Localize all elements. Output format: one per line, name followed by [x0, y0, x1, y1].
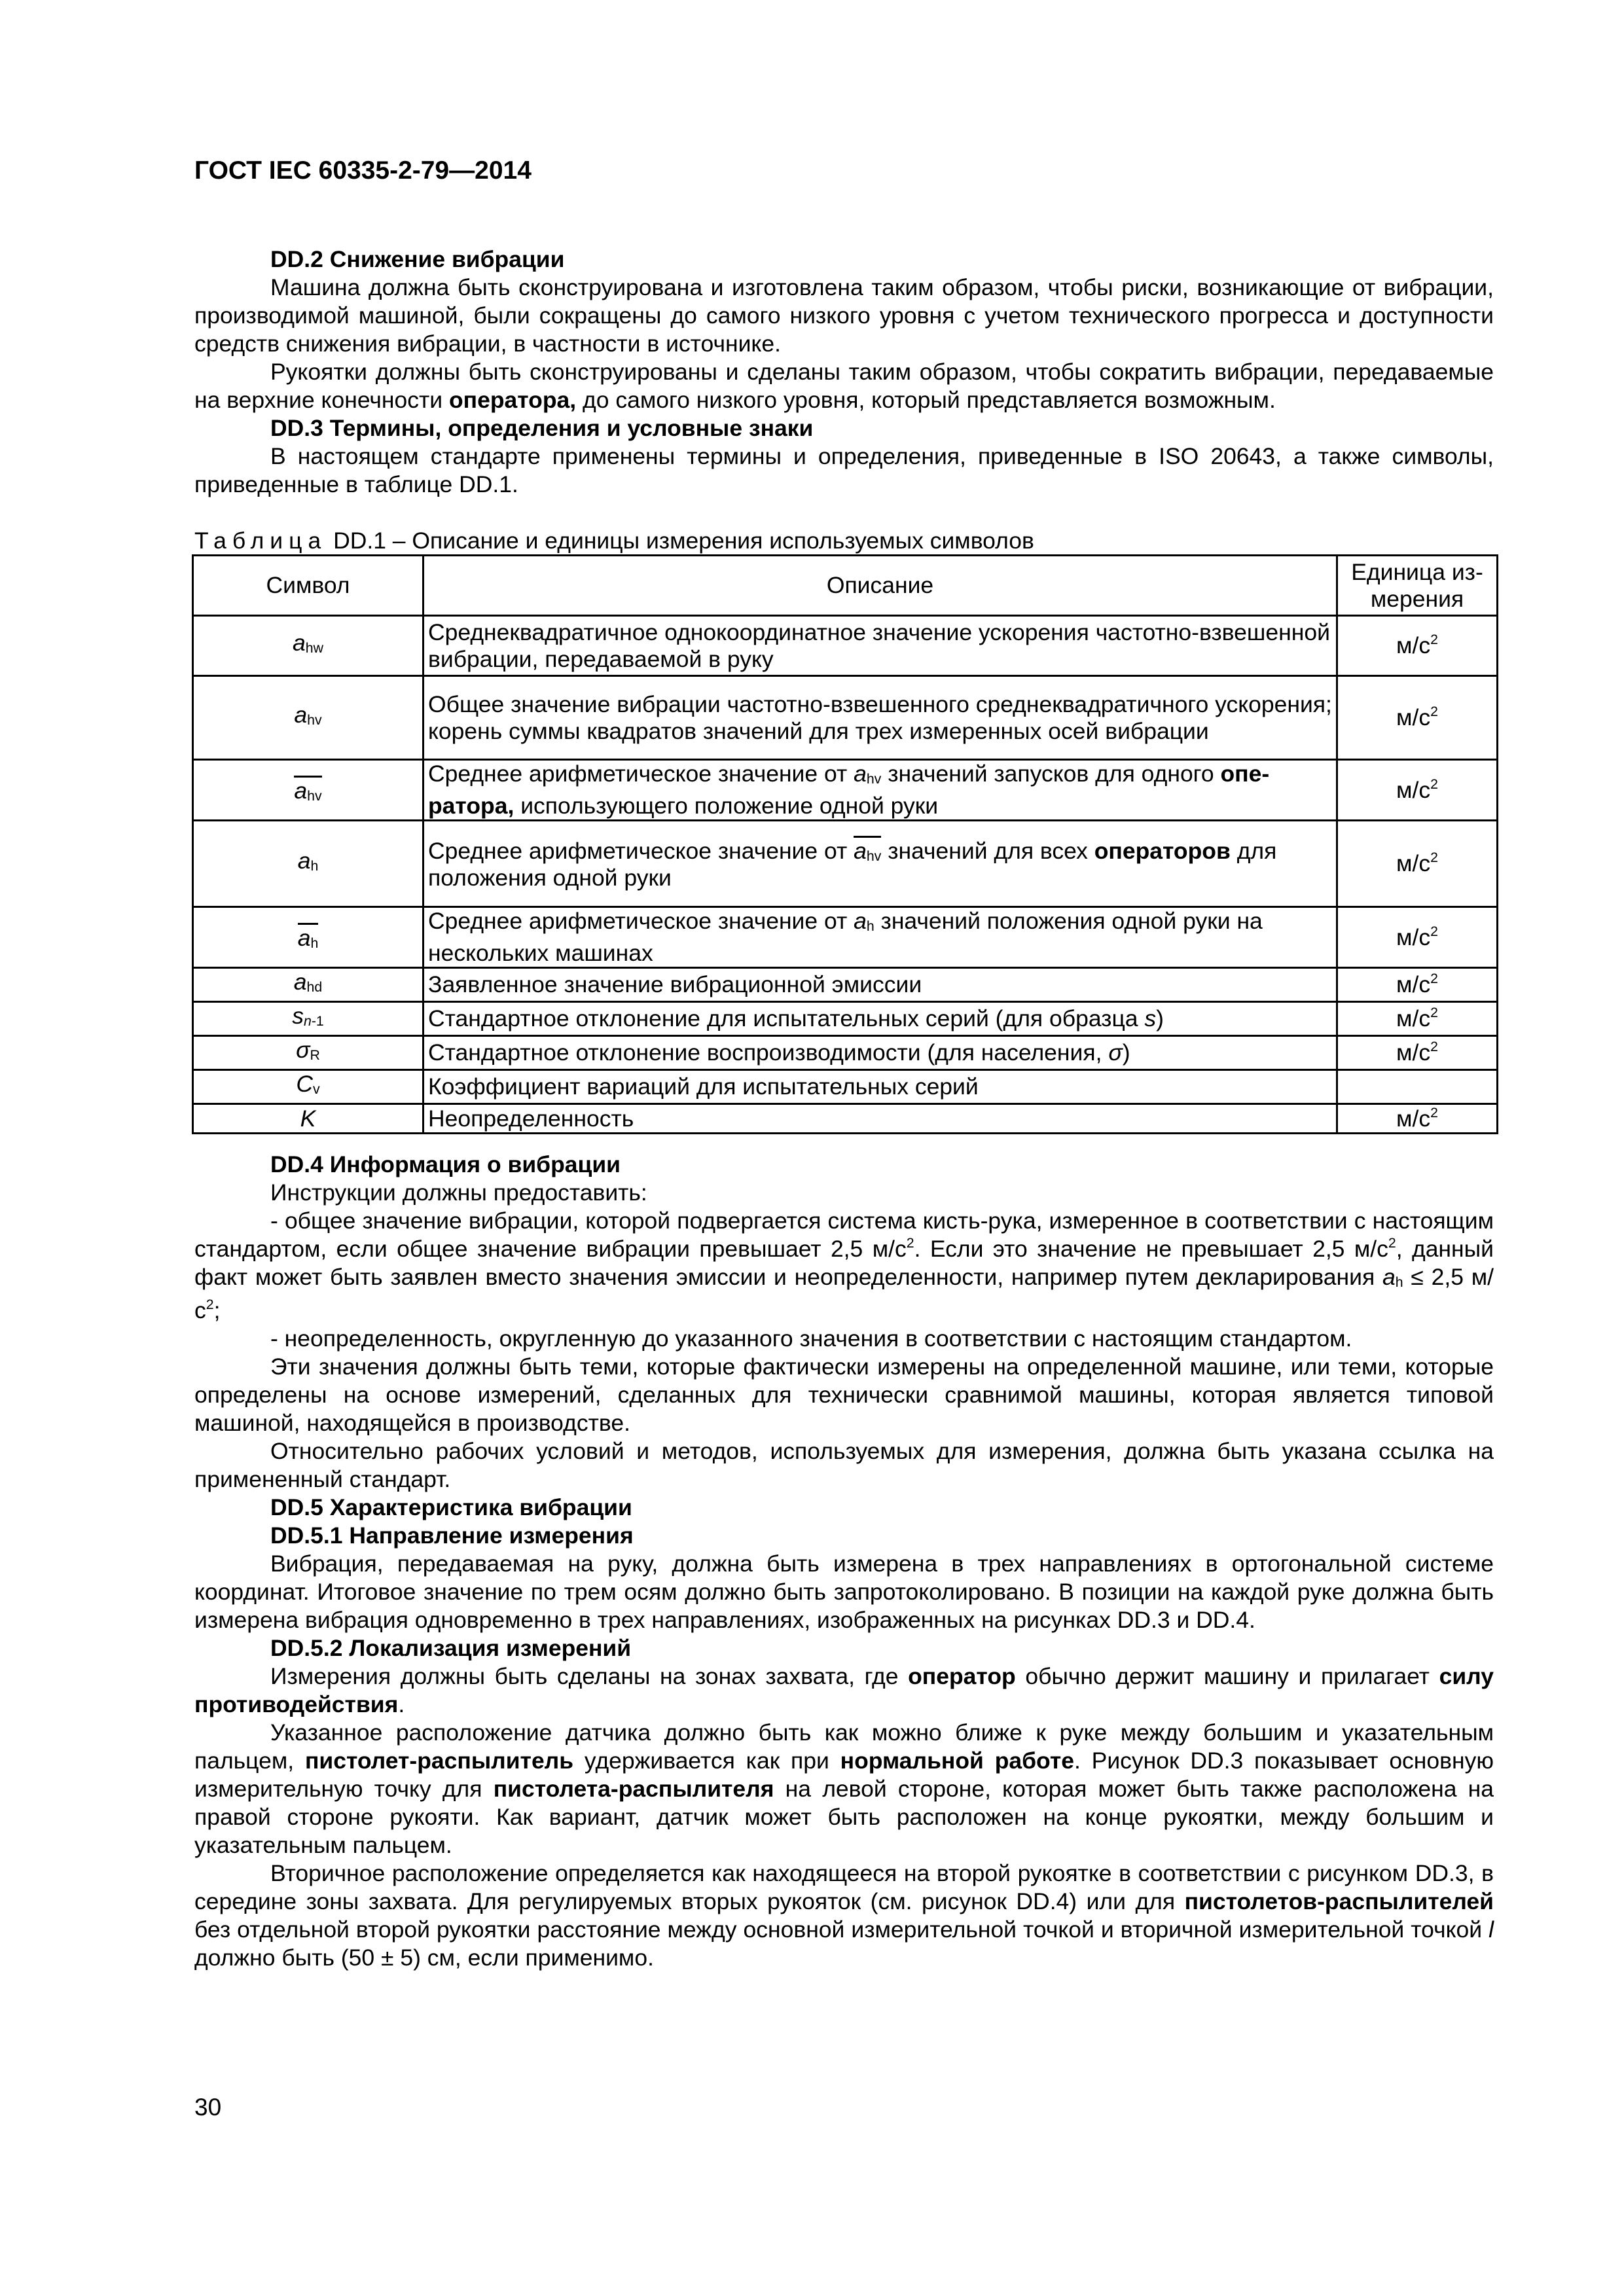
page-number: 30: [194, 2094, 222, 2121]
table-row: [193, 676, 1498, 760]
symbol-cell: K: [193, 1104, 424, 1134]
unit-cell: $м/с^2$: [1337, 968, 1498, 1002]
section-dd3-title: DD.3 Термины, определения и условные знаки: [270, 415, 814, 441]
symbol-cell: $a_h$: [193, 907, 424, 968]
table-row: [193, 1070, 1498, 1104]
table-caption: Таблица DD.1 – Описание и единицы измерения используемых символов: [194, 528, 1034, 554]
unit-cell: [1337, 1070, 1498, 1104]
description-cell: Стандартное отклонение воспроизводимости (для населения, σ): [424, 1036, 1337, 1070]
header-unit: Единица измерения: [1337, 556, 1498, 616]
header-symbol: Символ: [193, 556, 424, 616]
symbol-cell: $a_{hw}$: [193, 616, 424, 676]
section-dd4-paragraph-5: Относительно рабочих условий и методов, используемых для измерения, должна быть указана ссылка на примененный стандарт.: [194, 1438, 1494, 1492]
unit-cell: $м/с^2$: [1337, 760, 1498, 821]
section-dd2-dd3: [194, 245, 1494, 499]
section-dd4-paragraph-3: - неопределенность, округленную до указанного значения в соответствии с настоящим стандартом.: [270, 1325, 1352, 1352]
section-dd5-2-paragraph-1: Измерения должны быть сделаны на зонах захвата, где оператор обычно держит машину и прилагает силу противодействия.: [194, 1663, 1494, 1717]
section-dd5-2-paragraph-3: Вторичное расположение определяется как находящееся на второй рукоятке в соответствии с рисунком DD.3, в середине зоны захвата. Для регулируемых вторых рукояток (см. рисунок DD.4) или для пистолетов-распылителей без отдельной второй рукоятки расстояние между основной измерительной точкой и вторичной измерительной точкой l должно быть (50 ± 5) см, если применимо.: [194, 1860, 1494, 1971]
table-row: [193, 1036, 1498, 1070]
table-row: [193, 968, 1498, 1002]
section-dd3-paragraph-1: В настоящем стандарте применены термины и определения, приведенные в ISO 20643, а также символы, приведенные в таблице DD.1.: [194, 443, 1494, 497]
document-header: ГОСТ IEC 60335-2-79—2014: [194, 156, 532, 185]
description-cell: Среднее арифметическое значение от $a_{hv}$ значений запусков для одного оператора, использующего положение одной руки: [424, 760, 1337, 821]
unit-cell: $м/с^2$: [1337, 907, 1498, 968]
symbol-cell: $a_{hd}$: [193, 968, 424, 1002]
description-cell: Заявленное значение вибрационной эмиссии: [424, 968, 1337, 1002]
section-dd5-title: DD.5 Характеристика вибрации: [270, 1494, 632, 1520]
section-dd4-paragraph-1: Инструкции должны предоставить:: [270, 1179, 647, 1206]
description-cell: Коэффициент вариаций для испытательных серий: [424, 1070, 1337, 1104]
table-row: [193, 616, 1498, 676]
header-description: Описание: [424, 556, 1337, 616]
section-dd4-paragraph-4: Эти значения должны быть теми, которые фактически измерены на определенной машине, или теми, которые определены на основе измерений, сделанных для технически сравнимой машины, которая является типовой машиной, находящейся в производстве.: [194, 1354, 1494, 1436]
description-cell: Стандартное отклонение для испытательных серий (для образца s): [424, 1002, 1337, 1036]
section-dd5-1-paragraph-1: Вибрация, передаваемая на руку, должна быть измерена в трех направлениях в ортогональной системе координат. Итоговое значение по трем осям должно быть запротоколировано. В позиции на каждой руке должна быть измерена вибрация одновременно в трех направлениях, изображенных на рисунках DD.3 и DD.4.: [194, 1551, 1494, 1633]
section-dd4-paragraph-2: - общее значение вибрации, которой подвергается система кисть-рука, измеренное в соответствии с настоящим стандартом, если общее значение вибрации превышает 2,5 $м/с^2$. Если это значение не превышает 2,5 $м/с^2$, данный факт может быть заявлен вместо значения эмиссии и неопределенности, например путем декларирования $a_h \le 2,5$ $м/с^2$;: [194, 1208, 1494, 1323]
symbol-cell: $a_{hv}$: [193, 676, 424, 760]
symbol-cell: $C_v$: [193, 1070, 424, 1104]
unit-cell: $м/с^2$: [1337, 1036, 1498, 1070]
unit-cell: $м/с^2$: [1337, 1104, 1498, 1134]
section-dd4-dd5: [194, 1151, 1494, 1972]
symbols-table: [192, 554, 1498, 1134]
description-cell: Среднеквадратичное однокоординатное значение ускорения частотно-взвешенной вибрации, передаваемой в руку: [424, 616, 1337, 676]
description-cell: Среднее арифметическое значение от $a_{hv}$ значений для всех операторов для положения одной руки: [424, 821, 1337, 907]
section-dd2-title: DD.2 Снижение вибрации: [270, 246, 565, 272]
table-row: [193, 760, 1498, 821]
description-cell: Неопределенность: [424, 1104, 1337, 1134]
symbol-cell: $a_h$: [193, 821, 424, 907]
unit-cell: $м/с^2$: [1337, 616, 1498, 676]
table-row: [193, 1002, 1498, 1036]
section-dd5-2-title: DD.5.2 Локализация измерений: [270, 1635, 632, 1661]
description-cell: Общее значение вибрации частотно-взвешенного среднеквадратичного ускорения; корень суммы квадратов значений для трех измеренных осей вибрации: [424, 676, 1337, 760]
table-row: [193, 1104, 1498, 1134]
section-dd2-paragraph-2: Рукоятки должны быть сконструированы и сделаны таким образом, чтобы сократить вибрации, передаваемые на верхние конечности оператора, до самого низкого уровня, который представляется возможным.: [194, 359, 1494, 413]
unit-cell: $м/с^2$: [1337, 676, 1498, 760]
symbol-cell: $s_{n-1}$: [193, 1002, 424, 1036]
symbol-cell: $\sigma_R$: [193, 1036, 424, 1070]
symbol-cell: $a_{hv}$: [193, 760, 424, 821]
section-dd5-1-title: DD.5.1 Направление измерения: [270, 1522, 634, 1549]
unit-cell: $м/с^2$: [1337, 821, 1498, 907]
section-dd2-paragraph-1: Машина должна быть сконструирована и изготовлена таким образом, чтобы риски, возникающие от вибрации, производимой машиной, были сокращены до самого низкого уровня с учетом технического прогресса и доступности средств снижения вибрации, в частности в источнике.: [194, 274, 1494, 357]
section-dd4-title: DD.4 Информация о вибрации: [270, 1151, 621, 1177]
table-row: [193, 821, 1498, 907]
table-header-row: [193, 556, 1498, 616]
unit-cell: $м/с^2$: [1337, 1002, 1498, 1036]
section-dd5-2-paragraph-2: Указанное расположение датчика должно быть как можно ближе к руке между большим и указательным пальцем, пистолет-распылитель удерживается как при нормальной работе. Рисунок DD.3 показывает основную измерительную точку для пистолета-распылителя на левой стороне, которая может быть также расположена на правой стороне рукояти. Как вариант, датчик может быть расположен на конце рукоятки, между большим и указательным пальцем.: [194, 1719, 1494, 1858]
table-row: [193, 907, 1498, 968]
description-cell: Среднее арифметическое значение от $a_h$ значений положения одной руки на нескольких машинах: [424, 907, 1337, 968]
